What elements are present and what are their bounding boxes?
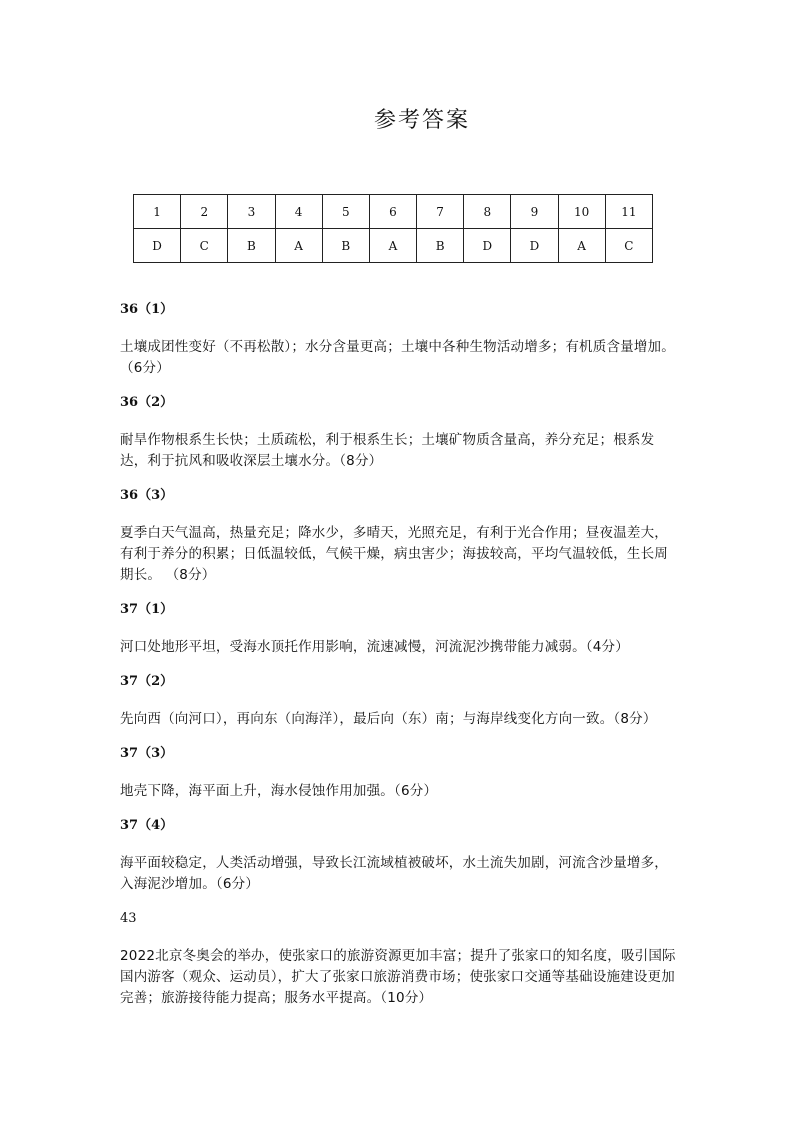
question-number-cell: 3 (228, 195, 275, 229)
question-heading: 36（1） (120, 302, 174, 317)
answer-table (133, 194, 653, 263)
answer-letter-cell: D (134, 229, 181, 263)
question-answer: 海平面较稳定，人类活动增强，导致长江流域植被破坏，水土流失加剧，河流含沙量增多，入海泥沙增加。（6分） (120, 855, 668, 892)
answer-letter-row (134, 229, 653, 263)
question-number-cell: 9 (511, 195, 558, 229)
question-answer: 土壤成团性变好（不再松散）；水分含量更高；土壤中各种生物活动增多；有机质含量增加。（6分） (120, 339, 675, 376)
question-heading: 36（3） (120, 488, 174, 503)
question-number-cell: 2 (181, 195, 228, 229)
question-number-cell: 6 (369, 195, 416, 229)
answer-letter-cell: A (369, 229, 416, 263)
question-heading: 43 (120, 911, 137, 926)
question-answer: 先向西（向河口），再向东（向海洋），最后向（东）南；与海岸线变化方向一致。（8分） (120, 711, 657, 727)
question-number-cell: 10 (558, 195, 605, 229)
question-answer: 河口处地形平坦，受海水顶托作用影响，流速减慢，河流泥沙携带能力减弱。（4分） (120, 639, 629, 655)
answer-letter-cell: B (322, 229, 369, 263)
question-answer: 地壳下降，海平面上升，海水侵蚀作用加强。（6分） (120, 783, 438, 799)
question-answer: 夏季白天气温高，热量充足；降水少，多晴天，光照充足，有利于光合作用；昼夜温差大，有利于养分的积累；日低温较低，气候干燥，病虫害少；海拔较高，平均气温较低，生长周期长。 （8分） (120, 525, 668, 583)
answer-letter-cell: A (275, 229, 322, 263)
question-number-cell: 5 (322, 195, 369, 229)
question-heading: 37（2） (120, 674, 174, 689)
question-heading: 37（3） (120, 746, 174, 761)
question-number-cell: 8 (464, 195, 511, 229)
page-title: 参考答案 (373, 108, 470, 133)
question-number-cell: 11 (605, 195, 652, 229)
answer-letter-cell: B (417, 229, 464, 263)
answer-letter-cell: D (511, 229, 558, 263)
question-number-cell: 1 (134, 195, 181, 229)
answer-explanations (120, 300, 680, 1023)
question-heading: 37（1） (120, 602, 174, 617)
answer-letter-cell: C (181, 229, 228, 263)
question-answer: 耐旱作物根系生长快；土质疏松，利于根系生长；土壤矿物质含量高，养分充足；根系发达，利于抗风和吸收深层土壤水分。（8分） (120, 432, 655, 469)
question-number-cell: 4 (275, 195, 322, 229)
answer-letter-cell: D (464, 229, 511, 263)
question-heading: 37（4） (120, 818, 174, 833)
answer-letter-cell: A (558, 229, 605, 263)
question-number-cell: 7 (417, 195, 464, 229)
question-answer: 2022北京冬奥会的举办，使张家口的旅游资源更加丰富；提升了张家口的知名度，吸引国际国内游客（观众、运动员），扩大了张家口旅游消费市场；使张家口交通等基础设施建设更加完善；旅游接待能力提高；服务水平提高。（10分） (120, 948, 676, 1006)
answer-letter-cell: C (605, 229, 652, 263)
question-number-row (134, 195, 653, 229)
question-heading: 36（2） (120, 395, 174, 410)
answer-letter-cell: B (228, 229, 275, 263)
